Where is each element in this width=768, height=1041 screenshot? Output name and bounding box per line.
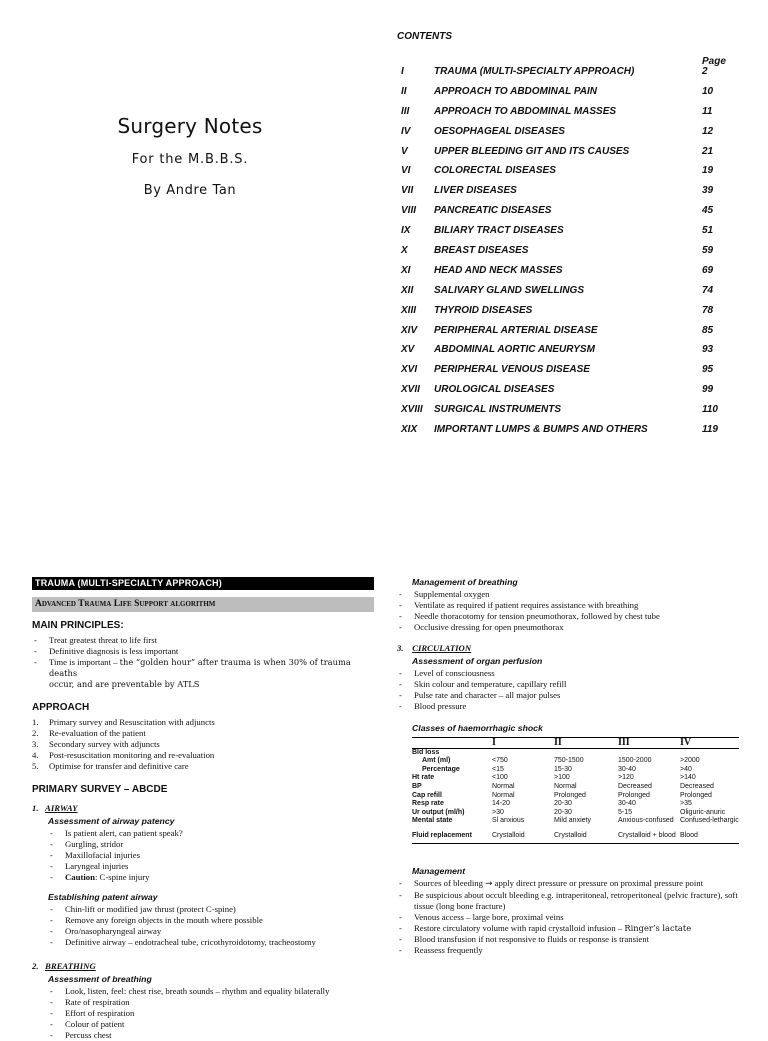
contents-item [397,185,757,205]
document-subtitle: For the M.B.B.S. [131,152,249,167]
list-item: - Treat greatest threat to life first [32,635,374,646]
principle-time-emphasis-cont: occur, and are preventable by ATLS [49,679,200,689]
breathing-mgmt-list [397,589,741,633]
list-item [32,750,374,761]
table-cell: Crystalloid + blood [618,826,680,843]
table-row [412,783,739,792]
contents-item-title: PERIPHERAL ARTERIAL DISEASE [434,324,598,336]
contents-item [397,265,757,285]
contents-item-title: UROLOGICAL DISEASES [434,384,555,396]
table-cell: Anxious-confused [618,817,674,825]
contents-item-page: 93 [702,344,714,356]
row-label: Amt (ml) [422,757,451,765]
airway-heading [32,803,374,814]
contents-item-number: IX [401,225,411,237]
document-author: By Andre Tan [143,183,237,198]
contents-item [397,424,757,444]
table-cell: 30-40 [618,765,636,773]
contents-item-page: 12 [702,125,714,137]
contents-heading: CONTENTS [397,31,452,42]
table-row [412,809,739,818]
contents-item-number: I [401,66,404,77]
row-label: Percentage [422,765,460,773]
breathing-assess-list [32,986,374,1041]
airway-assess-list [32,828,374,883]
breathing-heading [32,961,374,972]
contents-item-number: VII [401,185,414,197]
contents-item-number: IV [401,125,411,137]
item-number: 3. [32,739,39,749]
table-row [412,792,739,801]
table-cell: >2000 [680,757,700,765]
contents-item-number: XII [401,284,414,296]
document-title: Surgery Notes [117,114,263,138]
contents-item [397,325,757,345]
table-cell: <15 [492,765,504,773]
arrow-right-icon: → [485,878,493,889]
contents-item [397,305,757,325]
table-row [412,757,739,766]
list-item: - Blood transfusion if not responsive to fluids or response is transient [397,934,741,945]
contents-item-page: 78 [702,304,714,316]
contents-item [397,384,757,404]
contents-item [397,126,757,146]
list-item: - Reassess frequently [397,945,741,956]
list-item: - Ventilate as required if patient requires assistance with breathing [397,600,741,611]
table-cell: Blood [680,826,739,843]
contents-item-number: VIII [401,205,417,217]
table-cell: Crystalloid [554,826,618,843]
item-number: 4. [32,750,39,760]
airway-establish-list [32,904,374,948]
contents-item-page: 45 [702,205,714,217]
table-cell: Sl anxious [492,817,525,825]
contents-item-title: ABDOMINAL AORTIC ANEURYSM [434,344,595,356]
list-item: - Level of consciousness [397,668,741,679]
list-item [32,728,374,739]
table-cell: 20-30 [554,800,572,808]
contents-item-title: SALIVARY GLAND SWELLINGS [434,284,585,296]
contents-item-title: PANCREATIC DISEASES [434,205,552,217]
contents-item-title: LIVER DISEASES [434,185,517,197]
row-label: Ur output (ml/h) [412,808,465,816]
contents-item-number: XIX [401,424,418,436]
table-header-cell: I [492,738,554,749]
contents-item [397,205,757,225]
contents-item-page: 74 [702,284,714,296]
table-cell: 14-20 [492,800,510,808]
contents-item-number: XV [401,344,415,356]
table-cell [618,748,680,757]
contents-item-title: PERIPHERAL VENOUS DISEASE [434,364,590,376]
contents-item-title: SURGICAL INSTRUMENTS [434,404,562,416]
contents-item-page: 10 [702,85,714,97]
contents-item-page: 95 [702,364,714,376]
contents-item [397,285,757,305]
contents-item-number: II [401,85,407,97]
table-header-cell: IV [680,738,739,749]
table-cell: 20-30 [554,808,572,816]
table-cell: Crystalloid [492,826,554,843]
table-cell: <750 [492,757,508,765]
table-cell: 15-30 [554,765,572,773]
caution-text: : C-spine injury [94,872,150,882]
table-header-cell: II [554,738,618,749]
airway-label: AIRWAY [45,803,78,813]
table-header-row [412,738,739,749]
airway-assess-heading: Assessment of airway patency [48,816,175,826]
list-item: - Percuss chest [32,1030,374,1041]
contents-item [397,245,757,265]
item-text: Primary survey and Resuscitation with adjuncts [49,717,215,727]
table-cell: >120 [618,774,634,782]
list-item: - Maxillofacial injuries [32,850,374,861]
contents-item-number: XI [401,264,411,276]
shock-table [412,737,739,844]
principle-time-text: Time is important – [49,657,120,667]
principle-time-emphasis: the “golden hour” after trauma is when 30% of trauma deaths [49,657,351,678]
table-row [412,774,739,783]
contents-item-page: 11 [702,105,713,117]
table-cell: Normal [554,782,577,790]
table-row [412,748,739,757]
contents-item-title: APPROACH TO ABDOMINAL MASSES [434,105,617,117]
table-of-contents [397,31,757,436]
table-cell: >35 [680,800,692,808]
table-cell: Decreased [618,782,652,790]
contents-item-number: XIV [401,324,418,336]
contents-page-header: Page [702,56,726,67]
management-heading: Management [412,865,466,876]
chapter-header: TRAUMA (MULTI-SPECIALTY APPROACH) [32,577,374,590]
item-number: 1. [32,717,39,727]
table-cell: 750-1500 [554,757,584,765]
contents-item-title: UPPER BLEEDING GIT AND ITS CAUSES [434,145,630,157]
row-label: Mental state [412,817,453,825]
restore-text: Restore circulatory volume with rapid crystalloid infusion – [414,922,625,933]
contents-item [397,106,757,126]
table-cell: 5-15 [618,808,633,816]
contents-item-number: XVI [401,364,418,376]
list-item: - Rate of respiration [32,997,374,1008]
list-item: - Look, listen, feel: chest rise, breath sounds – rhythm and equality bilaterally [32,986,374,997]
contents-item-number: XIII [401,304,417,316]
list-item: - Definitive airway – endotracheal tube, cricothyroidotomy, tracheostomy [32,937,374,948]
contents-item [397,165,757,185]
row-label: Resp rate [412,800,444,808]
contents-item-number: VI [401,165,411,177]
contents-item-number: XVIII [401,404,423,416]
contents-item [397,344,757,364]
table-cell: >40 [680,765,692,773]
contents-item-title: TRAUMA (MULTI-SPECIALTY APPROACH) [434,66,635,77]
table-cell: Decreased [680,782,714,790]
list-item [32,739,374,750]
contents-item-number: XVII [401,384,420,396]
perfusion-heading: Assessment of organ perfusion [412,656,543,666]
breathing-number: 2. [32,961,39,971]
atls-header: Advanced Trauma Life Support algorithm [32,597,374,612]
contents-item-title: BILIARY TRACT DISEASES [434,225,564,237]
contents-item [397,364,757,384]
management-list [397,878,741,956]
row-label: Ht rate [412,774,435,782]
table-row [412,800,739,809]
contents-item-title: OESOPHAGEAL DISEASES [434,125,565,137]
list-item: - Chin-lift or modified jaw thrust (protect C-spine) [32,904,374,915]
table-cell: Normal [492,791,515,799]
list-item [32,872,374,883]
circulation-label: CIRCULATION [412,643,472,653]
airway-establish-heading: Establishing patent airway [48,892,158,902]
contents-item [397,404,757,424]
contents-item-page: 69 [702,264,714,276]
contents-item-title: IMPORTANT LUMPS & BUMPS AND OTHERS [434,424,648,436]
item-number: 2. [32,728,39,738]
left-column [32,577,374,1041]
contents-item-page: 85 [702,324,714,336]
table-cell: 1500-2000 [618,757,652,765]
contents-item-page: 39 [702,185,714,197]
airway-number: 1. [32,803,39,813]
list-item: - Is patient alert, can patient speak? [32,828,374,839]
contents-item-page: 19 [702,165,714,177]
contents-list [397,66,757,444]
table-cell: >30 [492,808,504,816]
breathing-assess-heading: Assessment of breathing [48,974,152,984]
table-cell: Prolonged [680,791,712,799]
primary-survey-heading: PRIMARY SURVEY – ABCDE [32,784,168,795]
contents-item-title: THYROID DISEASES [434,304,533,316]
table-row [412,826,739,843]
list-item: - Gurgling, stridor [32,839,374,850]
shock-table-title: Classes of haemorrhagic shock [412,723,543,733]
table-cell [554,748,618,757]
list-item: - Pulse rate and character – all major pulses [397,690,741,701]
list-item: - Laryngeal injuries [32,861,374,872]
table-cell [492,748,554,757]
table-cell: 30-40 [618,800,636,808]
row-label: Cap refill [412,791,442,799]
breathing-label: BREATHING [45,961,96,971]
contents-item-page: 110 [702,404,718,416]
circulation-heading [397,643,741,654]
row-label: BP [412,782,422,790]
principles-heading: MAIN PRINCIPLES: [32,620,124,631]
table-header-cell [412,738,492,749]
list-item: - Effort of respiration [32,1008,374,1019]
table-header-cell: III [618,738,680,749]
contents-item-number: V [401,145,408,157]
contents-item-page: 119 [702,424,718,436]
list-item: - Oro/nasopharyngeal airway [32,926,374,937]
list-item [397,923,741,934]
table-cell: Oliguric-anuric [680,808,726,816]
table-cell: <100 [492,774,508,782]
list-item: - Supplemental oxygen [397,589,741,600]
contents-item-page: 59 [702,245,714,257]
contents-item [397,146,757,166]
contents-item-title: HEAD AND NECK MASSES [434,264,563,276]
shock-table-body [412,748,739,843]
list-item: - Remove any foreign objects in the mouth where possible [32,915,374,926]
restore-emphasis: Ringer’s lactate [624,922,692,933]
caution-label: Caution [65,872,95,882]
list-item: - Blood pressure [397,701,741,712]
cover-block [100,114,280,198]
list-item: - Skin colour and temperature, capillary refill [397,679,741,690]
item-text: Secondary survey with adjuncts [49,739,160,749]
contents-item-title: COLORECTAL DISEASES [434,165,556,177]
right-column [397,575,741,956]
list-item: - Definitive diagnosis is less important [32,646,374,657]
bleed-text: Sources of bleeding [414,877,486,888]
table-cell: Confused-lethargic [680,817,739,825]
approach-list [32,717,374,772]
contents-item [397,225,757,245]
list-item [397,878,741,890]
contents-item [397,86,757,106]
list-item: - Colour of patient [32,1019,374,1030]
contents-item-page: 21 [702,145,714,157]
row-label: Bld loss [412,748,440,756]
contents-item-title: BREAST DISEASES [434,245,529,257]
table-cell: >140 [680,774,696,782]
list-item [32,761,374,772]
list-item [32,717,374,728]
item-text: Optimise for transfer and definitive care [49,761,189,771]
contents-item-number: III [401,105,410,117]
list-item: - Occlusive dressing for open pneumothorax [397,622,741,633]
principles-list [32,635,374,690]
table-row [412,817,739,826]
contents-item [397,66,757,86]
list-item: - Needle thoracotomy for tension pneumothorax, followed by chest tube [397,611,741,622]
table-cell: >100 [554,774,570,782]
contents-item-number: X [401,245,408,257]
table-cell [680,748,739,757]
breathing-mgmt-heading: Management of breathing [412,577,518,587]
perfusion-list [397,668,741,712]
row-label: Fluid replacement [412,826,492,843]
table-cell: Prolonged [618,791,650,799]
table-row [412,766,739,775]
approach-heading: APPROACH [32,702,90,713]
list-item [32,657,374,690]
bleed-text-cont: apply direct pressure or pressure on proximal pressure point [492,877,704,888]
table-cell: Prolonged [554,791,586,799]
item-number: 5. [32,761,39,771]
list-item: - Be suspicious about occult bleeding e.g. intraperitoneal, retroperitoneal (pelvic fracture), soft tissue (long bone fracture) [397,890,741,912]
item-text: Re-evaluation of the patient [49,728,146,738]
table-cell: Normal [492,782,515,790]
contents-item-title: APPROACH TO ABDOMINAL PAIN [434,85,597,97]
contents-item-page: 2 [702,66,708,77]
item-text: Post-resuscitation monitoring and re-evaluation [49,750,215,760]
table-cell: Mild anxiety [554,817,591,825]
contents-item-page: 51 [702,225,714,237]
list-item: - Venous access – large bore, proximal veins [397,912,741,923]
circulation-number: 3. [397,643,404,653]
contents-item-page: 99 [702,384,714,396]
